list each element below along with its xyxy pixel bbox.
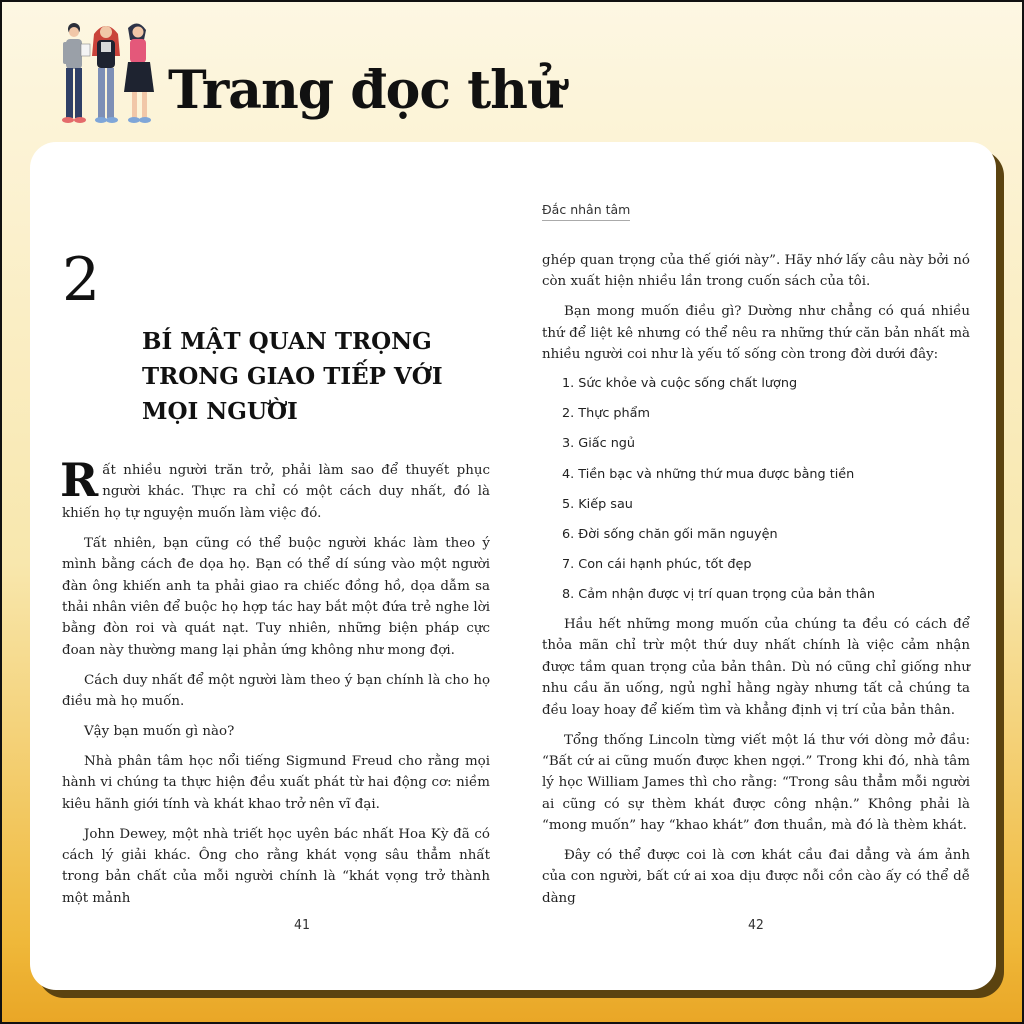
- list-item: 4. Tiền bạc và những thứ mua được bằng tiền: [562, 466, 855, 482]
- paragraph: ghép quan trọng của thế giới này”. Hãy nhớ lấy câu này bởi nó còn xuất hiện nhiều lần trong cuốn sách của tôi.: [542, 253, 970, 290]
- list-item: 8. Cảm nhận được vị trí quan trọng của bản thân: [562, 587, 876, 603]
- right-page-body-bottom: [542, 614, 970, 918]
- chapter-number: 2: [62, 245, 101, 315]
- book-spread-card: [30, 142, 996, 990]
- list-item: 6. Đời sống chăn gối mãn nguyện: [562, 526, 778, 542]
- paragraph: Nhà phân tâm học nổi tiếng Sigmund Freud cho rằng mọi hành vi chúng ta thực hiện đều xuất phát từ hai động cơ: niềm kiêu hãnh giới tính và khát khao trở nên vĩ đại.: [62, 753, 490, 812]
- paragraph: Tổng thống Lincoln từng viết một lá thư với dòng mở đầu: “Bất cứ ai cũng muốn được khen ngợi.” Trong khi đó, nhà tâm lý học William James thì cho rằng: “Trong sâu thẳm mỗi người ai cũng có sự thèm khát được công nhận.” Không phải là “mong muốn” hay “khao khát” đơn thuần, mà đó là thèm khát.: [542, 732, 970, 834]
- paragraph: John Dewey, một nhà triết học uyên bác nhất Hoa Kỳ đã có cách lý giải khác. Ông cho rằng khát vọng sâu thẳm nhất trong bản chất của mỗi người chính là “khát vọng trở thành một mảnh: [62, 826, 490, 906]
- page-number-right: 42: [748, 918, 764, 933]
- left-page-body: [60, 453, 490, 918]
- three-people-illustration: [54, 20, 162, 130]
- paragraph: Vậy bạn muốn gì nào?: [84, 723, 235, 739]
- first-paragraph-text: ất nhiều người trăn trở, phải làm sao để thuyết phục người khác. Thực ra chỉ có một cách duy nhất, đó là khiến họ tự nguyện muốn làm việc đó.: [62, 463, 490, 521]
- paragraph: Đây có thể được coi là cơn khát cầu đai dẳng và ám ảnh của con người, bất cứ ai xoa dịu được nỗi cồn cào ấy có thể dễ dàng: [542, 848, 970, 906]
- paragraph: Tất nhiên, bạn cũng có thể buộc người khác làm theo ý mình bằng cách đe dọa họ. Bạn có thể dí súng vào một người đàn ông khiến anh ta phải giao ra chiếc đồng hồ, dọa dẫm sa thải nhân viên để buộc họ hợp tác hay bắt một đứa trẻ nghe lời bằng đòn roi và quát nạt. Tuy nhiên, những biện pháp cực đoan này thường mang lại phản ứng không như mong đợi.: [62, 535, 490, 658]
- chapter-title: BÍ MẬT QUAN TRỌNG TRONG GIAO TIẾP VỚI MỌI NGƯỜI: [142, 328, 443, 425]
- wants-list: [562, 374, 875, 616]
- banner-title: Trang đọc thử: [168, 60, 564, 121]
- list-item: 2. Thực phẩm: [562, 406, 650, 422]
- list-item: 7. Con cái hạnh phúc, tốt đẹp: [562, 557, 752, 573]
- right-page-body-top: [542, 250, 970, 374]
- running-head: Đắc nhân tâm: [542, 202, 630, 221]
- paragraph: Cách duy nhất để một người làm theo ý bạn chính là cho họ điều mà họ muốn.: [62, 672, 490, 710]
- paragraph: Hầu hết những mong muốn của chúng ta đều có cách để thỏa mãn chỉ trừ một thứ duy nhất chính là việc cảm nhận được tầm quan trọng của bản thân. Dù nó cũng chỉ giống như nhu cầu ăn uống, ngủ nghỉ hằng ngày nhưng tất cả chúng ta đều loay hoay để kiếm tìm và khẳng định vị trí của bản thân.: [542, 617, 970, 718]
- list-item: 1. Sức khỏe và cuộc sống chất lượng: [562, 376, 798, 391]
- drop-cap: R: [60, 453, 99, 507]
- page-number-left: 41: [294, 918, 310, 933]
- paragraph: Bạn mong muốn điều gì? Dường như chẳng có quá nhiều thứ để liệt kê nhưng có thể nêu ra những thứ căn bản nhất mà nhiều người coi như là yếu tố sống còn trong đời dưới đây:: [542, 304, 970, 363]
- list-item: 3. Giấc ngủ: [562, 436, 636, 452]
- paragraph: [60, 453, 490, 524]
- list-item: 5. Kiếp sau: [562, 496, 633, 512]
